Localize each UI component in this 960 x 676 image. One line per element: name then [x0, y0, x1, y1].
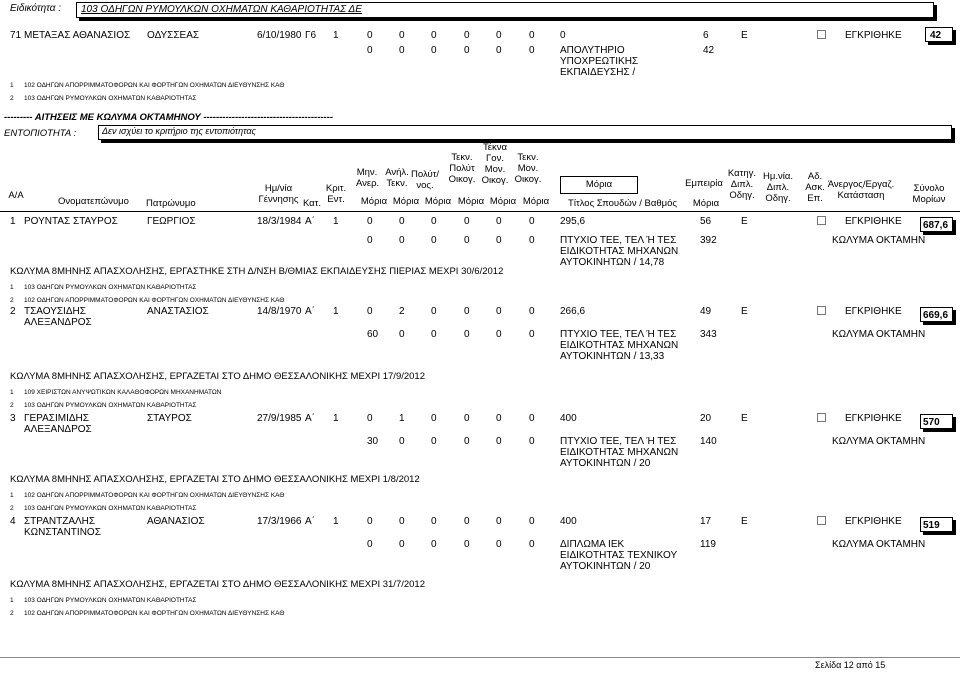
points-cell: 0 — [464, 45, 470, 56]
license-category: Ε — [741, 216, 748, 227]
record-dob: 27/9/1985 — [257, 413, 302, 424]
record-note: ΚΩΛΥΜΑ 8ΜΗΝΗΣ ΑΠΑΣΧΟΛΗΣΗΣ, ΕΡΓΑΖΕΤΑΙ ΣΤΟ ΔΗΜΟ ΘΕΣΣΑΛΟΝΙΚΗΣ ΜΕΧΡΙ 31/7/2012 — [10, 579, 425, 590]
experience-points: 140 — [700, 436, 717, 447]
status-note: ΚΩΛΥΜΑ ΟΚΤΑΜΗΝ — [832, 235, 926, 246]
extension-checkbox — [817, 516, 826, 525]
spec-text: 102 ΟΔΗΓΩΝ ΑΠΟΡΡΙΜΜΑΤΟΦΟΡΩΝ ΚΑΙ ΦΟΡΤΗΓΩΝ ΟΧΗΜΑΤΩΝ ΔΙΕΥΘΥΝΣΗΣ ΚΑΘ — [24, 610, 285, 617]
spec-number: 1 — [10, 389, 14, 396]
spec-text: 103 ΟΔΗΓΩΝ ΡΥΜΟΥΛΚΩΝ ΟΧΗΜΑΤΩΝ ΚΑΘΑΡΙΟΤΗΤΑΣ — [24, 284, 197, 291]
points-cell: 0 — [529, 235, 535, 246]
spec-number: 2 — [10, 402, 14, 409]
points-cell: 0 — [496, 329, 502, 340]
degree-title: ΠΤΥΧΙΟ ΤΕΕ, ΤΕΛ Ή ΤΕΣ ΕΙΔΙΚΟΤΗΤΑΣ ΜΗΧΑΝΩΝ ΑΥΤΟΚΙΝΗΤΩΝ / 14,78 — [560, 235, 679, 268]
points-cell: 0 — [367, 413, 373, 424]
status: ΕΓΚΡΙΘΗΚΕ — [845, 413, 902, 424]
points-cell: 0 — [399, 45, 405, 56]
points-cell: 1 — [399, 413, 405, 424]
spec-text: 109 ΧΕΙΡΙΣΤΩΝ ΑΝΥΨΩΤΙΚΩΝ ΚΑΛΑΘΟΦΟΡΩΝ ΜΗΧΑΝΗΜΑΤΩΝ — [24, 389, 222, 396]
extension-checkbox — [817, 306, 826, 315]
record-name: ΓΕΡΑΣΙΜΙΔΗΣ ΑΛΕΞΑΝΔΡΟΣ — [24, 413, 92, 435]
col-multi: Πολύτ/ νος. — [411, 169, 440, 191]
spec-text: 103 ΟΔΗΓΩΝ ΡΥΜΟΥΛΚΩΝ ΟΧΗΜΑΤΩΝ ΚΑΘΑΡΙΟΤΗΤΑΣ — [24, 505, 197, 512]
record-aa: 4 — [10, 516, 16, 527]
col-moria: Μόρια — [360, 196, 388, 207]
points-cell: 0 — [464, 539, 470, 550]
points-cell: 0 — [431, 539, 437, 550]
license-category: Ε — [741, 516, 748, 527]
points-cell: 0 — [496, 306, 502, 317]
status: ΕΓΚΡΙΘΗΚΕ — [845, 516, 902, 527]
degree-points: 266,6 — [560, 306, 586, 317]
points-cell: 0 — [464, 30, 470, 41]
degree-points: 295,6 — [560, 216, 586, 227]
footer-rule — [0, 657, 960, 658]
col-cat: Κατ. — [302, 198, 322, 209]
points-cell: 0 — [431, 45, 437, 56]
points-cell: 0 — [496, 216, 502, 227]
specialty-label: Ειδικότητα : — [10, 3, 62, 14]
spec-number: 2 — [10, 95, 14, 102]
points-cell: 0 — [399, 436, 405, 447]
experience: 49 — [700, 306, 712, 317]
points-cell: 0 — [399, 329, 405, 340]
spec-number: 2 — [10, 297, 14, 304]
col-lic-cat: Κατηγ. Διπλ. Οδηγ. — [727, 168, 757, 201]
record-father: ΓΕΩΡΓΙΟΣ — [147, 216, 196, 227]
experience-points: 42 — [703, 45, 715, 56]
points-cell: 0 — [496, 539, 502, 550]
row-name: ΜΕΤΑΞΑΣ ΑΘΑΝΑΣΙΟΣ — [24, 30, 131, 41]
points-cell: 0 — [367, 45, 373, 56]
col-single: Τεκν. Μον. Οικογ. — [514, 152, 542, 185]
points-cell: 0 — [367, 516, 373, 527]
total: 687,6 — [923, 220, 949, 231]
total: 669,6 — [923, 310, 949, 321]
points-cell: 0 — [464, 413, 470, 424]
points-cell: 0 — [399, 235, 405, 246]
spec-text: 102 ΟΔΗΓΩΝ ΑΠΟΡΡΙΜΜΑΤΟΦΟΡΩΝ ΚΑΙ ΦΟΡΤΗΓΩΝ ΟΧΗΜΑΤΩΝ ΔΙΕΥΘΥΝΣΗΣ ΚΑΘ — [24, 82, 285, 89]
extension-checkbox — [817, 216, 826, 225]
points-cell: 0 — [399, 539, 405, 550]
points-cell: 0 — [431, 516, 437, 527]
points-cell: 0 — [399, 516, 405, 527]
col-name: Ονοματεπώνυμο — [58, 196, 129, 207]
points-cell: 0 — [529, 306, 535, 317]
points-cell: 0 — [496, 235, 502, 246]
points-cell: 0 — [529, 30, 535, 41]
extension-checkbox — [817, 30, 826, 39]
points-cell: 0 — [431, 329, 437, 340]
points-cell: 0 — [399, 30, 405, 41]
col-lic-ext: Αδ. Ασκ. Επ. — [805, 171, 825, 204]
experience: 56 — [700, 216, 712, 227]
license-category: Ε — [741, 306, 748, 317]
row-aa: 71 — [10, 30, 22, 41]
col-status: Άνεργος/Εργαζ. Κατάσταση — [827, 179, 895, 201]
points-cell: 60 — [367, 329, 379, 340]
degree-title: ΑΠΟΛΥΤΗΡΙΟ ΥΠΟΧΡΕΩΤΙΚΗΣ ΕΚΠΑΙΔΕΥΣΗΣ / — [560, 45, 639, 78]
record-name: ΡΟΥΝΤΑΣ ΣΤΑΥΡΟΣ — [24, 216, 118, 227]
degree-points: 400 — [560, 413, 577, 424]
col-moria: Μόρια — [489, 196, 517, 207]
record-father: ΑΘΑΝΑΣΙΟΣ — [147, 516, 205, 527]
record-ent: 1 — [333, 216, 339, 227]
degree-title: ΔΙΠΛΩΜΑ ΙΕΚ ΕΙΔΙΚΟΤΗΤΑΣ ΤΕΧΝΙΚΟΥ ΑΥΤΟΚΙΝΗΤΩΝ / 20 — [560, 539, 677, 572]
experience: 17 — [700, 516, 712, 527]
col-children: Τεκν. Πολύτ Οικογ. — [448, 152, 476, 185]
points-cell: 0 — [496, 413, 502, 424]
header-rule — [0, 211, 960, 212]
points-cell: 0 — [464, 235, 470, 246]
points-cell: 0 — [464, 216, 470, 227]
record-dob: 14/8/1970 — [257, 306, 302, 317]
record-cat: Α΄ — [305, 216, 315, 227]
degree-points: 400 — [560, 516, 577, 527]
record-cat: Α΄ — [305, 413, 315, 424]
page-number: Σελίδα 12 από 15 — [815, 660, 886, 670]
locality-label: ΕΝΤΟΠΙΟΤΗΤΑ : — [4, 128, 77, 139]
record-father: ΑΝΑΣΤΑΣΙΟΣ — [147, 306, 209, 317]
degree-title: ΠΤΥΧΙΟ ΤΕΕ, ΤΕΛ Ή ΤΕΣ ΕΙΔΙΚΟΤΗΤΑΣ ΜΗΧΑΝΩΝ ΑΥΤΟΚΙΝΗΤΩΝ / 13,33 — [560, 329, 679, 362]
degree-title: ΠΤΥΧΙΟ ΤΕΕ, ΤΕΛ Ή ΤΕΣ ΕΙΔΙΚΟΤΗΤΑΣ ΜΗΧΑΝΩΝ ΑΥΤΟΚΙΝΗΤΩΝ / 20 — [560, 436, 679, 469]
points-cell: 0 — [367, 216, 373, 227]
points-cell: 0 — [431, 30, 437, 41]
status-note: ΚΩΛΥΜΑ ΟΚΤΑΜΗΝ — [832, 329, 926, 340]
record-ent: 1 — [333, 516, 339, 527]
spec-number: 1 — [10, 597, 14, 604]
col-dob: Ημ/νία Γέννησης — [258, 183, 299, 205]
col-exp-moria: Μόρια — [692, 198, 720, 209]
spec-text: 102 ΟΔΗΓΩΝ ΑΠΟΡΡΙΜΜΑΤΟΦΟΡΩΝ ΚΑΙ ΦΟΡΤΗΓΩΝ ΟΧΗΜΑΤΩΝ ΔΙΕΥΘΥΝΣΗΣ ΚΑΘ — [24, 492, 285, 499]
points-cell: 0 — [496, 516, 502, 527]
col-total: Σύνολο Μορίων — [912, 183, 946, 205]
record-aa: 1 — [10, 216, 16, 227]
col-exp: Εμπειρία — [685, 178, 723, 189]
points-cell: 0 — [529, 329, 535, 340]
points-cell: 0 — [431, 306, 437, 317]
status-note: ΚΩΛΥΜΑ ΟΚΤΑΜΗΝ — [832, 436, 926, 447]
points-cell: 0 — [367, 306, 373, 317]
record-name: ΤΣΑΟΥΣΙΔΗΣ ΑΛΕΞΑΝΔΡΟΣ — [24, 306, 92, 328]
status-note: ΚΩΛΥΜΑ ΟΚΤΑΜΗΝ — [832, 539, 926, 550]
col-lic-date: Ημ.νία. Διπλ. Οδηγ. — [763, 171, 793, 204]
record-dob: 18/3/1984 — [257, 216, 302, 227]
locality-value: Δεν ισχύει το κριτήριο της εντοπιότητας — [102, 126, 256, 136]
section-title: --------- ΑΙΤΗΣΕΙΣ ΜΕ ΚΩΛΥΜΑ ΟΚΤΑΜΗΝΟΥ ----------------------------------------- — [4, 112, 334, 123]
points-cell: 0 — [464, 306, 470, 317]
record-father: ΣΤΑΥΡΟΣ — [147, 413, 192, 424]
record-note: ΚΩΛΥΜΑ 8ΜΗΝΗΣ ΑΠΑΣΧΟΛΗΣΗΣ, ΕΡΓΑΣΤΗΚΕ ΣΤΗ Δ/ΝΣΗ Β/ΘΜΙΑΣ ΕΚΠΑΙΔΕΥΣΗΣ ΠΙΕΡΙΑΣ ΜΕΧΡΙ 30/6/2012 — [10, 266, 504, 277]
points-cell: 0 — [399, 216, 405, 227]
row-ent: 1 — [333, 30, 339, 41]
points-cell: 2 — [399, 306, 405, 317]
record-name: ΣΤΡΑΝΤΖΑΛΗΣ ΚΩΝΣΤΑΝΤΙΝΟΣ — [24, 516, 101, 538]
total: 42 — [930, 30, 942, 41]
row-dob: 6/10/1980 — [257, 30, 302, 41]
points-cell: 0 — [529, 413, 535, 424]
extension-checkbox — [817, 413, 826, 422]
points-cell: 0 — [529, 45, 535, 56]
spec-number: 2 — [10, 505, 14, 512]
spec-text: 103 ΟΔΗΓΩΝ ΡΥΜΟΥΛΚΩΝ ΟΧΗΜΑΤΩΝ ΚΑΘΑΡΙΟΤΗΤΑΣ — [24, 95, 197, 102]
spec-text: 103 ΟΔΗΓΩΝ ΡΥΜΟΥΛΚΩΝ ΟΧΗΜΑΤΩΝ ΚΑΘΑΡΙΟΤΗΤΑΣ — [24, 597, 197, 604]
record-ent: 1 — [333, 306, 339, 317]
col-parent: Τέκνα Γον. Μον. Οικογ. — [481, 142, 509, 186]
record-note: ΚΩΛΥΜΑ 8ΜΗΝΗΣ ΑΠΑΣΧΟΛΗΣΗΣ, ΕΡΓΑΖΕΤΑΙ ΣΤΟ ΔΗΜΟ ΘΕΣΣΑΛΟΝΙΚΗΣ ΜΕΧΡΙ 17/9/2012 — [10, 371, 425, 382]
points-cell: 0 — [367, 539, 373, 550]
points-cell: 0 — [464, 436, 470, 447]
spec-text: 102 ΟΔΗΓΩΝ ΑΠΟΡΡΙΜΜΑΤΟΦΟΡΩΝ ΚΑΙ ΦΟΡΤΗΓΩΝ ΟΧΗΜΑΤΩΝ ΔΙΕΥΘΥΝΣΗΣ ΚΑΘ — [24, 297, 285, 304]
experience-points: 343 — [700, 329, 717, 340]
col-moria: Μόρια — [522, 196, 550, 207]
record-cat: Α΄ — [305, 516, 315, 527]
points-cell: 0 — [431, 436, 437, 447]
points-cell: 0 — [464, 329, 470, 340]
specialty-value: 103 ΟΔΗΓΩΝ ΡΥΜΟΥΛΚΩΝ ΟΧΗΜΑΤΩΝ ΚΑΘΑΡΙΟΤΗΤΑΣ ΔΕ — [81, 4, 362, 15]
col-crit: Κριτ. Εντ. — [325, 183, 347, 205]
col-moria: Μόρια — [392, 196, 420, 207]
experience: 6 — [703, 30, 709, 41]
col-moria: Μόρια — [424, 196, 452, 207]
spec-number: 1 — [10, 492, 14, 499]
points-cell: 0 — [496, 30, 502, 41]
spec-number: 1 — [10, 82, 14, 89]
points-cell: 0 — [529, 436, 535, 447]
spec-number: 2 — [10, 610, 14, 617]
col-minor: Ανήλ. Τεκν. — [385, 167, 409, 189]
row-cat: Γ6 — [305, 30, 317, 41]
spec-number: 1 — [10, 284, 14, 291]
experience-points: 392 — [700, 235, 717, 246]
points-cell: 0 — [529, 216, 535, 227]
license-category: Ε — [741, 30, 748, 41]
status: ΕΓΚΡΙΘΗΚΕ — [845, 30, 902, 41]
total: 570 — [923, 417, 940, 428]
record-aa: 3 — [10, 413, 16, 424]
degree-points: 0 — [560, 30, 566, 41]
total: 519 — [923, 520, 940, 531]
points-cell: 0 — [496, 45, 502, 56]
record-aa: 2 — [10, 306, 16, 317]
status: ΕΓΚΡΙΘΗΚΕ — [845, 216, 902, 227]
points-cell: 0 — [496, 436, 502, 447]
license-category: Ε — [741, 413, 748, 424]
row-father: ΟΔΥΣΣΕΑΣ — [147, 30, 200, 41]
points-cell: 0 — [367, 235, 373, 246]
points-cell: 0 — [529, 539, 535, 550]
col-degree: Τίτλος Σπουδών / Βαθμός — [568, 198, 677, 209]
points-cell: 0 — [431, 235, 437, 246]
record-note: ΚΩΛΥΜΑ 8ΜΗΝΗΣ ΑΠΑΣΧΟΛΗΣΗΣ, ΕΡΓΑΖΕΤΑΙ ΣΤΟ ΔΗΜΟ ΘΕΣΣΑΛΟΝΙΚΗΣ ΜΕΧΡΙ 1/8/2012 — [10, 474, 420, 485]
experience: 20 — [700, 413, 712, 424]
status: ΕΓΚΡΙΘΗΚΕ — [845, 306, 902, 317]
col-moria: Μόρια — [457, 196, 485, 207]
points-cell: 0 — [529, 516, 535, 527]
col-aa: Α/Α — [8, 190, 24, 201]
points-cell: 0 — [367, 30, 373, 41]
experience-points: 119 — [700, 539, 716, 550]
points-cell: 0 — [464, 516, 470, 527]
col-unemp: Μην. Ανερ. — [356, 167, 380, 189]
points-cell: 0 — [431, 216, 437, 227]
col-degree-moria: Μόρια — [585, 179, 613, 190]
col-father: Πατρώνυμο — [146, 198, 196, 209]
spec-text: 103 ΟΔΗΓΩΝ ΡΥΜΟΥΛΚΩΝ ΟΧΗΜΑΤΩΝ ΚΑΘΑΡΙΟΤΗΤΑΣ — [24, 402, 197, 409]
record-ent: 1 — [333, 413, 339, 424]
points-cell: 0 — [431, 413, 437, 424]
record-cat: Α΄ — [305, 306, 315, 317]
record-dob: 17/3/1966 — [257, 516, 302, 527]
points-cell: 30 — [367, 436, 379, 447]
